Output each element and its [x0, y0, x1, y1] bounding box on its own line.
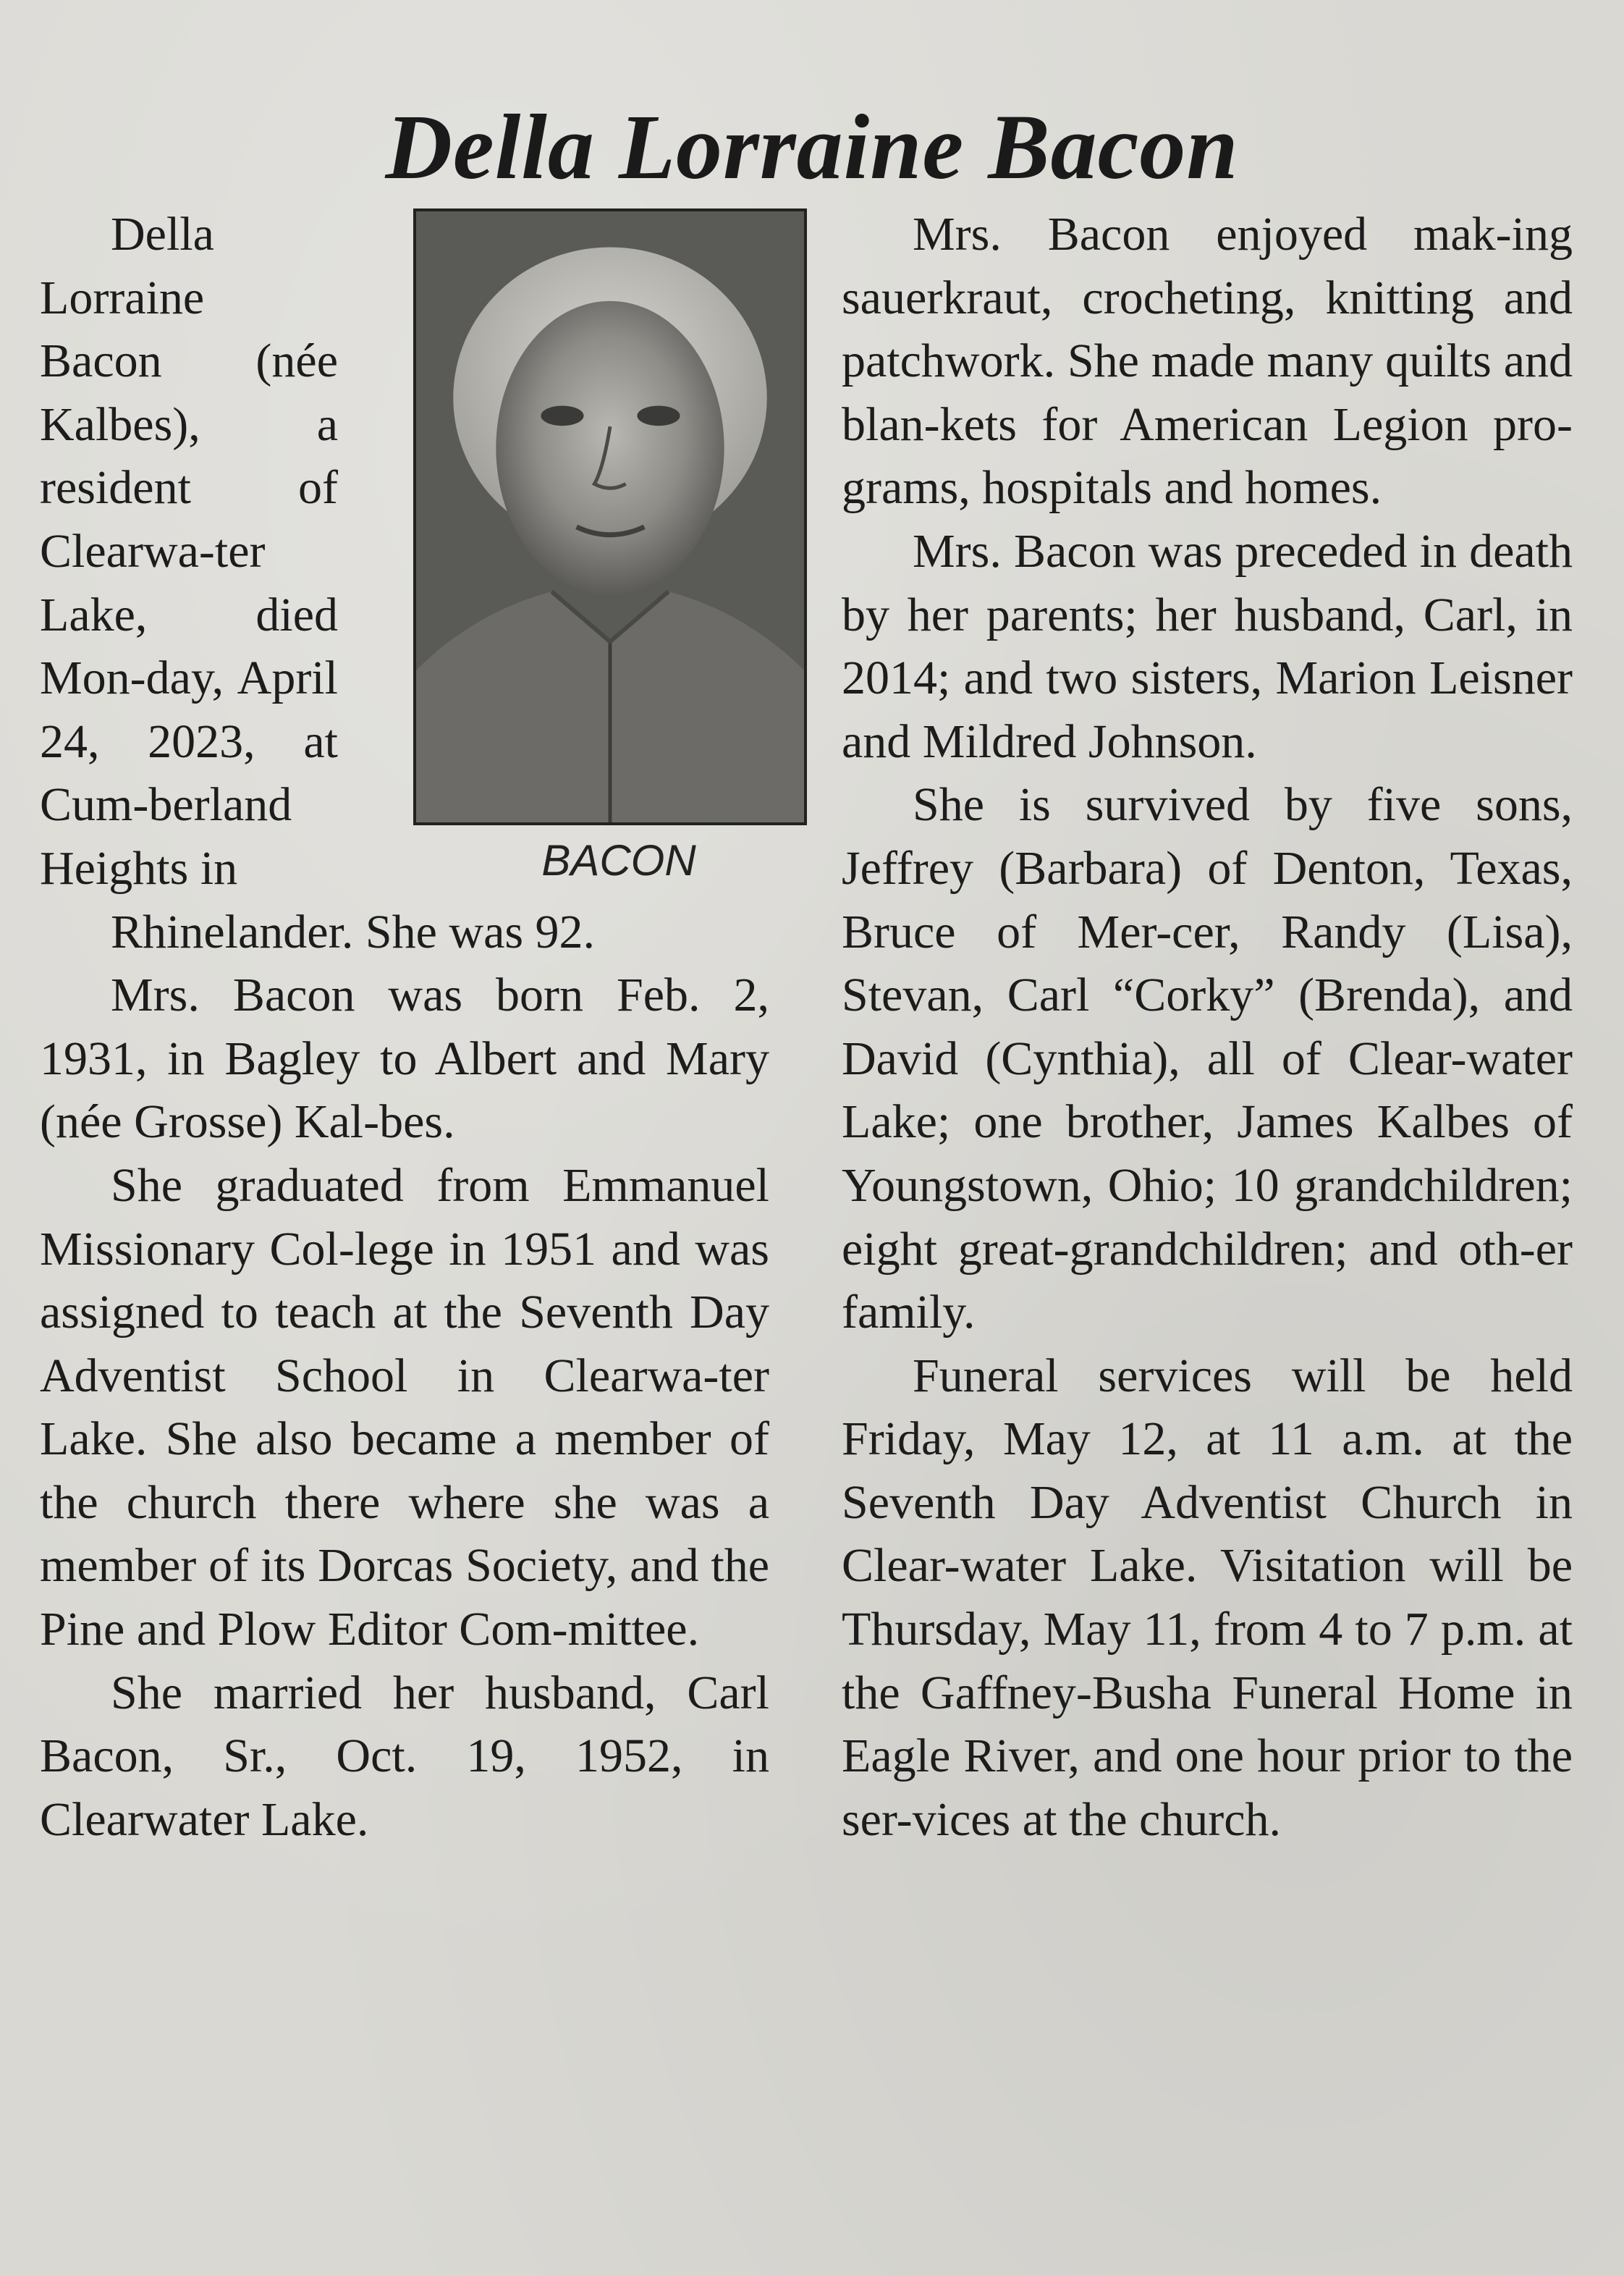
left-column — [40, 203, 769, 1851]
paragraph-birth: Mrs. Bacon was born Feb. 2, 1931, in Bagley to Albert and Mary (née Grosse) Kal-bes. — [40, 969, 769, 1149]
paragraph-education: She graduated from Emmanuel Missionary Col-lege in 1951 and was assigned to teach at the Seventh Day Adventist School in Clearwa-ter Lake. She also became a member of the church there where she was a member of its Dorcas Society, and the Pine and Plow Editor Com-mittee. — [40, 1158, 769, 1656]
paragraph-survived: She is survived by five sons, Jeffrey (Barbara) of Denton, Texas, Bruce of Mer-cer, Randy (Lisa), Stevan, Carl “Corky” (Brenda), and David (Cynthia), all of Clear-water Lake; one brother, James Kalbes of Youngstown, Ohio; 10 grandchildren; eight great-grandchildren; and oth-er family. — [842, 778, 1573, 1339]
paragraph-marriage: She married her husband, Carl Bacon, Sr., Oct. 19, 1952, in Clearwater Lake. — [40, 1666, 769, 1846]
portrait-block — [413, 208, 807, 893]
intro-block — [40, 203, 769, 901]
photo-caption: BACON — [541, 836, 696, 885]
obituary-title: Della Lorraine Bacon — [385, 95, 1239, 198]
intro-last-line: Rhinelander. She was 92. — [111, 905, 596, 958]
paragraph-hobbies: Mrs. Bacon enjoyed mak-ing sauerkraut, crocheting, knitting and patchwork. She made many quilts and blan-kets for American Legion pro-grams, hospitals and homes. — [842, 208, 1573, 515]
portrait-image — [416, 211, 804, 822]
paragraph-preceded: Mrs. Bacon was preceded in death by her parents; her husband, Carl, in 2014; and two sisters, Marion Leisner and Mildred Johnson. — [842, 524, 1573, 768]
portrait-photo — [413, 208, 807, 825]
intro-narrow-text — [40, 203, 338, 901]
intro-paragraph: Della Lorraine Bacon (née Kalbes), a resident of Clearwa-ter Lake, died Mon-day, April 24, 2023, at Cum-berland Heights in — [40, 208, 338, 895]
paragraph-services: Funeral services will be held Friday, May 12, at 11 a.m. at the Seventh Day Adventist Church in Clear-water Lake. Visitation will be Thursday, May 11, from 4 to 7 p.m. at the Gaffney-Busha Funeral Home in Eagle River, and one hour prior to the ser-vices at the church. — [842, 1349, 1573, 1846]
right-column — [842, 203, 1573, 1851]
